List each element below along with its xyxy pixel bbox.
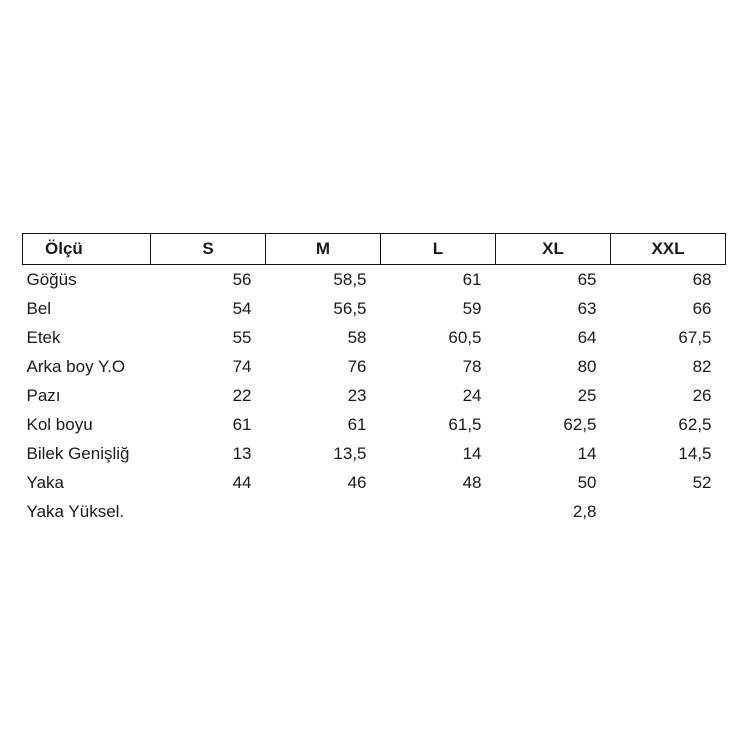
row-label: Bilek Genişliğ <box>23 439 151 468</box>
cell-m: 46 <box>266 468 381 497</box>
cell-s: 22 <box>151 381 266 410</box>
table-row <box>23 265 726 295</box>
cell-s: 54 <box>151 294 266 323</box>
cell-s: 55 <box>151 323 266 352</box>
cell-l: 60,5 <box>381 323 496 352</box>
cell-s: 74 <box>151 352 266 381</box>
row-label: Yaka Yüksel. <box>23 497 151 526</box>
cell-xxl: 67,5 <box>611 323 726 352</box>
cell-xl: 50 <box>496 468 611 497</box>
cell-s: 44 <box>151 468 266 497</box>
cell-l: 61,5 <box>381 410 496 439</box>
table-row <box>23 410 726 439</box>
cell-m: 23 <box>266 381 381 410</box>
cell-l: 24 <box>381 381 496 410</box>
cell-m <box>266 497 381 526</box>
cell-xl: 62,5 <box>496 410 611 439</box>
size-chart-container <box>22 233 726 526</box>
cell-l: 78 <box>381 352 496 381</box>
cell-m: 61 <box>266 410 381 439</box>
column-header-xl: XL <box>496 234 611 265</box>
table-row <box>23 381 726 410</box>
column-header-m: M <box>266 234 381 265</box>
cell-xxl: 68 <box>611 265 726 295</box>
cell-m: 13,5 <box>266 439 381 468</box>
column-header-xxl: XXL <box>611 234 726 265</box>
row-label: Kol boyu <box>23 410 151 439</box>
table-row <box>23 468 726 497</box>
cell-xl: 80 <box>496 352 611 381</box>
cell-m: 58,5 <box>266 265 381 295</box>
cell-xxl: 66 <box>611 294 726 323</box>
row-label: Arka boy Y.O <box>23 352 151 381</box>
column-header-s: S <box>151 234 266 265</box>
cell-xxl: 52 <box>611 468 726 497</box>
cell-l: 48 <box>381 468 496 497</box>
cell-s: 13 <box>151 439 266 468</box>
cell-xl: 14 <box>496 439 611 468</box>
cell-s: 56 <box>151 265 266 295</box>
table-body <box>23 265 726 527</box>
table-header <box>23 234 726 265</box>
cell-m: 56,5 <box>266 294 381 323</box>
cell-xl: 65 <box>496 265 611 295</box>
cell-m: 58 <box>266 323 381 352</box>
table-row <box>23 497 726 526</box>
cell-xxl: 26 <box>611 381 726 410</box>
table-row <box>23 352 726 381</box>
cell-l: 14 <box>381 439 496 468</box>
cell-xl: 2,8 <box>496 497 611 526</box>
row-label: Etek <box>23 323 151 352</box>
cell-xxl: 14,5 <box>611 439 726 468</box>
cell-m: 76 <box>266 352 381 381</box>
cell-xl: 64 <box>496 323 611 352</box>
cell-l: 59 <box>381 294 496 323</box>
cell-xxl: 62,5 <box>611 410 726 439</box>
row-label: Göğüs <box>23 265 151 295</box>
cell-l: 61 <box>381 265 496 295</box>
size-chart-table <box>22 233 726 526</box>
row-label: Pazı <box>23 381 151 410</box>
column-header-measure: Ölçü <box>23 234 151 265</box>
cell-l <box>381 497 496 526</box>
table-row <box>23 323 726 352</box>
table-row <box>23 294 726 323</box>
table-header-row <box>23 234 726 265</box>
cell-xxl: 82 <box>611 352 726 381</box>
cell-s: 61 <box>151 410 266 439</box>
cell-s <box>151 497 266 526</box>
cell-xxl <box>611 497 726 526</box>
cell-xl: 63 <box>496 294 611 323</box>
column-header-l: L <box>381 234 496 265</box>
row-label: Yaka <box>23 468 151 497</box>
row-label: Bel <box>23 294 151 323</box>
table-row <box>23 439 726 468</box>
cell-xl: 25 <box>496 381 611 410</box>
